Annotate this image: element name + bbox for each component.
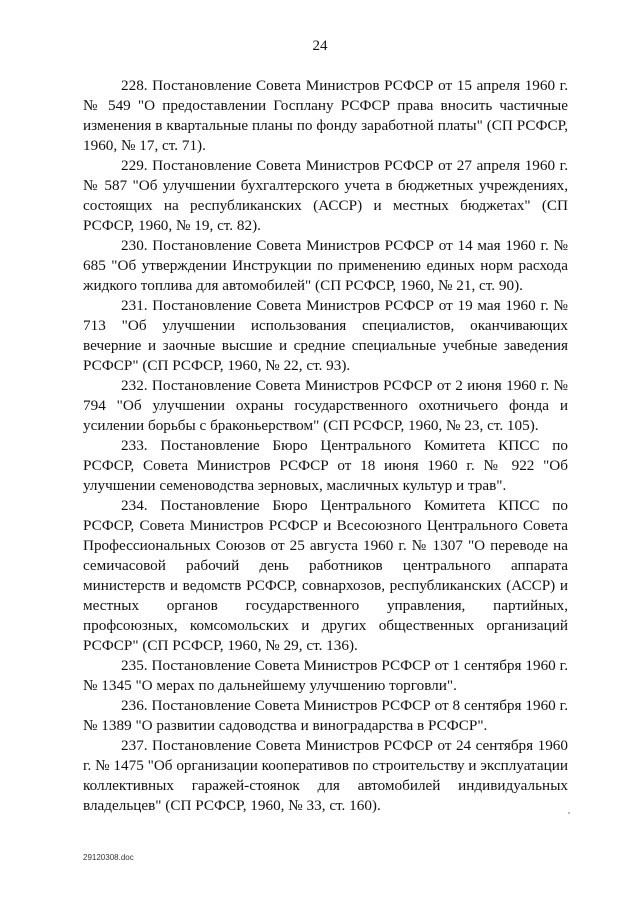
list-item: 233. Постановление Бюро Центрального Комитета КПСС по РСФСР, Совета Министров РСФСР от 18 июня 1960 г. № 922 "Об улучшении семеноводства зерновых, масличных культур и трав". <box>83 437 568 494</box>
list-item: 235. Постановление Совета Министров РСФСР от 1 сентября 1960 г. № 1345 "О мерах по дальнейшему улучшению торговли". <box>83 657 568 694</box>
list-item: 236. Постановление Совета Министров РСФСР от 8 сентября 1960 г. № 1389 "О развитии садоводства и виноградарства в РСФСР". <box>83 697 568 734</box>
list-item: 237. Постановление Совета Министров РСФСР от 24 сентября 1960 г. № 1475 "Об организации кооперативов по строительству и эксплуатации коллективных гаражей-стоянок для автомобилей индивидуальных владельцев" (СП РСФСР, 1960, № 33, ст. 160). <box>83 737 568 814</box>
list-item: 234. Постановление Бюро Центрального Комитета КПСС по РСФСР, Совета Министров РСФСР и Всесоюзного Центрального Совета Профессиональных Союзов от 25 августа 1960 г. № 1307 "О переводе на семичасовой рабочий день работников центрального аппарата министерств и ведомств РСФСР, совнархозов, республиканских (АССР) и местных органов государственного управления, партийных, профсоюзных, комсомольских и других общественных организаций РСФСР" (СП РСФСР, 1960, № 29, ст. 136). <box>83 497 568 654</box>
margin-mark <box>568 812 570 814</box>
list-item: 230. Постановление Совета Министров РСФСР от 14 мая 1960 г. № 685 "Об утверждении Инструкции по применению единых норм расхода жидкого топлива для автомобилей" (СП РСФСР, 1960, № 21, ст. 90). <box>83 237 568 294</box>
footer-filename: 29120308.doc <box>83 853 134 862</box>
page-number: 24 <box>312 38 328 54</box>
list-item: 231. Постановление Совета Министров РСФСР от 19 мая 1960 г. № 713 "Об улучшении использования специалистов, оканчивающих вечерние и заочные высшие и средние специальные учебные заведения РСФСР" (СП РСФСР, 1960, № 22, ст. 93). <box>83 297 568 374</box>
document-body <box>83 76 568 816</box>
list-item: 229. Постановление Совета Министров РСФСР от 27 апреля 1960 г. № 587 "Об улучшении бухгалтерского учета в бюджетных учреждениях, состоящих на республиканских (АССР) и местных бюджетах" (СП РСФСР, 1960, № 19, ст. 82). <box>83 157 568 234</box>
list-item: 232. Постановление Совета Министров РСФСР от 2 июня 1960 г. № 794 "Об улучшении охраны государственного охотничьего фонда и усилении борьбы с браконьерством" (СП РСФСР, 1960, № 23, ст. 105). <box>83 377 568 434</box>
list-item: 228. Постановление Совета Министров РСФСР от 15 апреля 1960 г. № 549 "О предоставлении Госплану РСФСР права вносить частичные изменения в квартальные планы по фонду заработной платы" (СП РСФСР, 1960, № 17, ст. 71). <box>83 77 568 154</box>
